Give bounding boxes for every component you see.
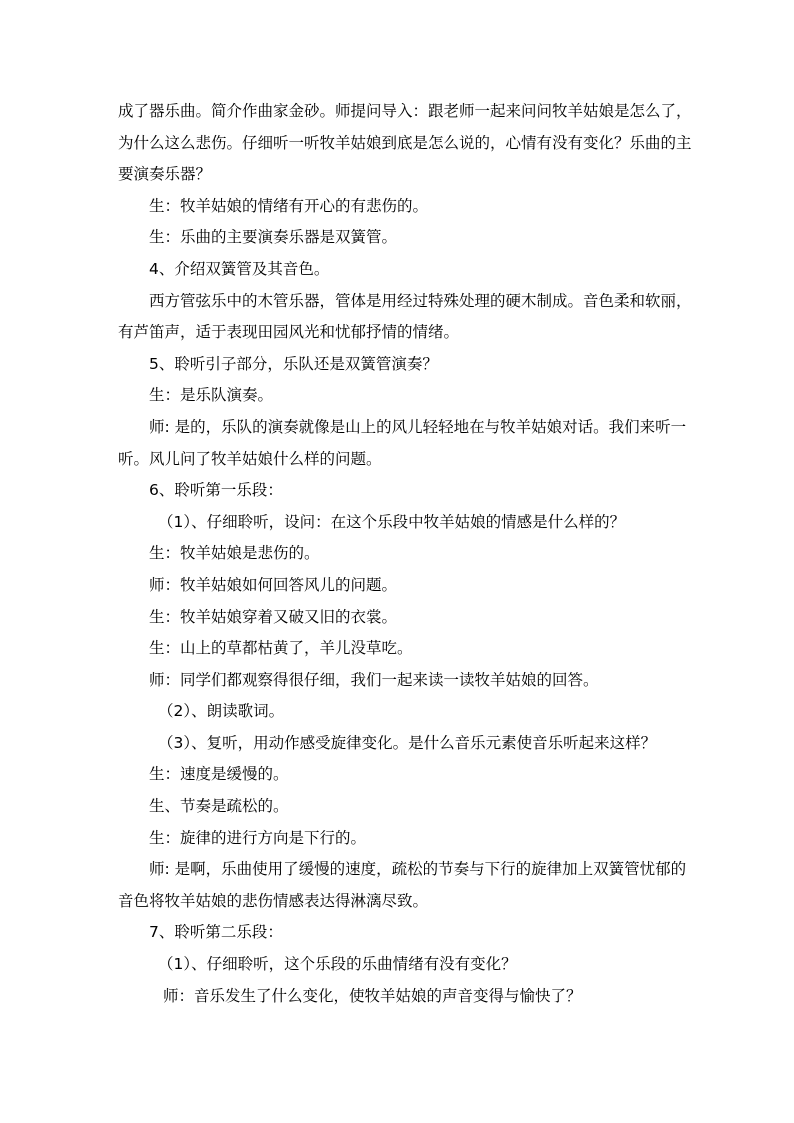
paragraph: 6、聆听第一乐段：: [149, 481, 283, 500]
paragraph: 师：音乐发生了什么变化，使牧羊姑娘的声音变得与愉快了？: [163, 986, 582, 1005]
paragraph: 西方管弦乐中的木管乐器，管体是用经过特殊处理的硬木制成。音色柔和软丽，有芦笛声，适于表现田园风光和忧郁抒情的情绪。: [118, 291, 692, 342]
paragraph: （1）、仔细聆听，这个乐段的乐曲情绪有没有变化？: [158, 955, 517, 974]
paragraph: 4、介绍双簧管及其音色。: [149, 259, 330, 278]
paragraph: 师：牧羊姑娘如何回答风儿的问题。: [149, 575, 398, 594]
paragraph: （1）、仔细聆听，设问：在这个乐段中牧羊姑娘的情感是什么样的？: [158, 512, 626, 531]
paragraph: 生：牧羊姑娘的情绪有开心的有悲伤的。: [149, 196, 429, 215]
paragraph: 生：旋律的进行方向是下行的。: [149, 828, 367, 847]
paragraph: 生：山上的草都枯黄了，羊儿没草吃。: [149, 639, 413, 658]
paragraph: 生：牧羊姑娘是悲伤的。: [149, 544, 320, 563]
paragraph: 生：速度是缓慢的。: [149, 765, 289, 784]
paragraph: 7、聆听第二乐段：: [149, 923, 283, 942]
paragraph: 师: 是啊，乐曲使用了缓慢的速度，疏松的节奏与下行的旋律加上双簧管忧郁的音色将牧羊姑娘的悲伤情感表达得淋漓尽致。: [118, 860, 687, 910]
paragraph: 师: 是的，乐队的演奏就像是山上的风儿轻轻地在与牧羊姑娘对话。我们来听一听。风儿问了牧羊姑娘什么样的问题。: [118, 417, 687, 468]
paragraph: 生：牧羊姑娘穿着又破又旧的衣裳。: [149, 607, 398, 626]
paragraph: （3）、复听，用动作感受旋律变化。是什么音乐元素使音乐听起来这样？: [158, 733, 657, 752]
paragraph: 5、聆听引子部分，乐队还是双簧管演奏？: [149, 354, 438, 373]
paragraph: 成了器乐曲。简介作曲家金砂。师提问导入：跟老师一起来问问牧羊姑娘是怎么了，为什么这么悲伤。仔细听一听牧羊姑娘到底是怎么说的，心情有没有变化？乐曲的主要演奏乐器？: [118, 102, 692, 184]
paragraph: 师：同学们都观察得很仔细，我们一起来读一读牧羊姑娘的回答。: [149, 670, 599, 689]
paragraph: 生：乐曲的主要演奏乐器是双簧管。: [149, 228, 398, 247]
paragraph: 生：是乐队演奏。: [149, 386, 274, 405]
document-body: [118, 96, 698, 1012]
paragraph: （2）、朗读歌词。: [158, 702, 285, 721]
paragraph: 生、节奏是疏松的。: [149, 797, 289, 816]
